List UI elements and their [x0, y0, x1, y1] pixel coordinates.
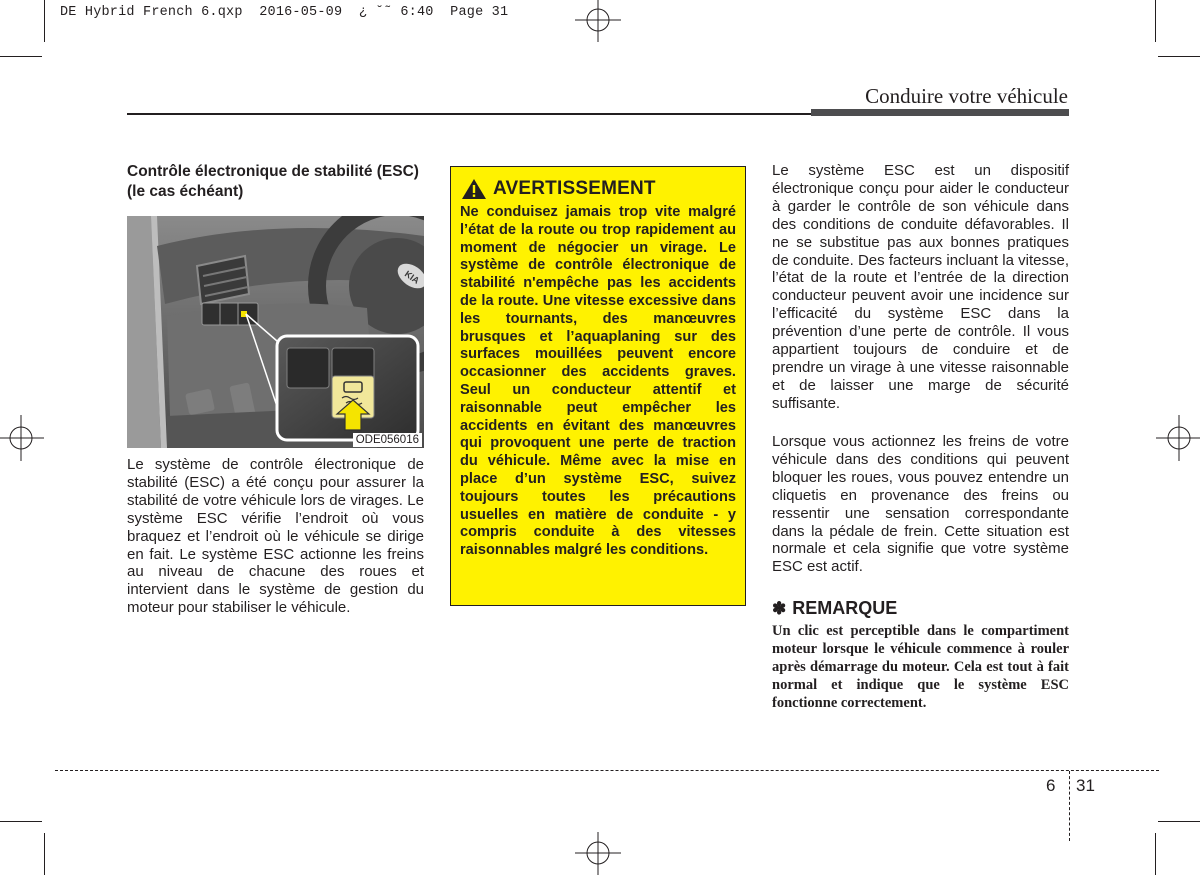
section-title: Contrôle électronique de stabilité (ESC) (le cas échéant) — [127, 163, 419, 200]
registration-mark-icon — [575, 0, 621, 42]
brake-noise-paragraph: Lorsque vous actionnez les freins de votre véhicule dans des conditions qui peuvent bloquer les roues, vous pouvez entendre un cliquetis en provenance des freins ou ressentir une sensation correspondante dans la pédale de frein. Cette situation est normale et cela signifie que votre système ESC est actif. — [772, 433, 1069, 576]
print-header: DE Hybrid French 6.qxp 2016-05-09 ¿ ˘˜ 6:40 Page 31 — [60, 5, 509, 20]
crop-mark — [0, 821, 42, 822]
crop-mark — [0, 56, 42, 57]
header-rule — [127, 113, 811, 115]
warning-box — [450, 166, 746, 606]
chapter-number: 6 — [1046, 776, 1056, 795]
esc-description-paragraph: Le système ESC est un dispositif électronique conçu pour aider le conducteur à garder le contrôle de son véhicule dans des conditions de conduite défavorables. Il ne se substitue pas aux bonnes pratiques de conduite. Des facteurs incluant la vitesse, l’état de la route et l’entrée de la direction conducteur peuvent avoir une incidence sur l’efficacité du système ESC dans la prévention d’une perte de contrôle. Il vous appartient toujours de conduire et de prendre un virage à une vitesse raisonnable et de laisser une marge de sécurité suffisante. — [772, 162, 1069, 412]
note-text: Un clic est perceptible dans le compartiment moteur lorsque le véhicule commence à rouler après démarrage du moteur. Cela est tout à fait normal et indique que le système ESC fonctionne correctement. — [772, 623, 1069, 711]
footer-rule — [55, 770, 1159, 771]
crop-mark — [44, 0, 45, 42]
asterisk-icon: ✽ — [772, 598, 787, 618]
note-title: REMARQUE — [792, 598, 898, 618]
crop-mark — [1155, 0, 1156, 42]
registration-mark-icon — [0, 415, 44, 461]
crop-mark — [1155, 833, 1156, 875]
warning-triangle-icon — [461, 178, 487, 200]
header-rule-accent — [811, 109, 1069, 116]
footer-divider — [1069, 771, 1070, 841]
warning-header — [460, 176, 736, 202]
crop-mark — [44, 833, 45, 875]
registration-mark-icon — [1156, 415, 1200, 461]
note-header — [772, 598, 897, 619]
chapter-title: Conduire votre véhicule — [865, 84, 1068, 108]
page-number: 31 — [1076, 776, 1095, 795]
crop-mark — [1158, 56, 1200, 57]
dashboard-drawing — [127, 216, 424, 448]
steering-logo: KIA — [402, 268, 422, 286]
figure-code: ODE056016 — [353, 433, 422, 447]
crop-mark — [1158, 821, 1200, 822]
dashboard-illustration — [127, 216, 424, 448]
warning-text: Ne conduisez jamais trop vite malgré l’état de la route ou trop rapidement au moment de négocier un virage. Le système de contrôle électronique de stabilité n'empêche pas les accidents de la route. Une vitesse excessive dans les tournants, des manœuvres brusques et l’aquaplaning sur des surfaces mouillées peuvent encore occasionner des accidents graves. Seul un conducteur attentif et raisonnable peut empêcher les accidents en évitant des manœuvres qui provoquent une perte de traction du véhicule. Même avec la mise en place d’un système ESC, suivez toujours toutes les précautions usuelles en matière de conduite - y compris conduite à des vitesses raisonnables malgré les conditions. — [460, 204, 736, 559]
registration-mark-icon — [575, 832, 621, 875]
warning-title: AVERTISSEMENT — [493, 178, 656, 199]
intro-paragraph: Le système de contrôle électronique de stabilité (ESC) a été conçu pour assurer la stabilité de votre véhicule lors de virages. Le système ESC vérifie l’endroit où vous braquez et l’endroit où le véhicule se dirige en fait. Le système ESC actionne les freins au niveau de chacune des roues et intervient dans le système de gestion du moteur pour stabiliser le véhicule. — [127, 456, 424, 617]
